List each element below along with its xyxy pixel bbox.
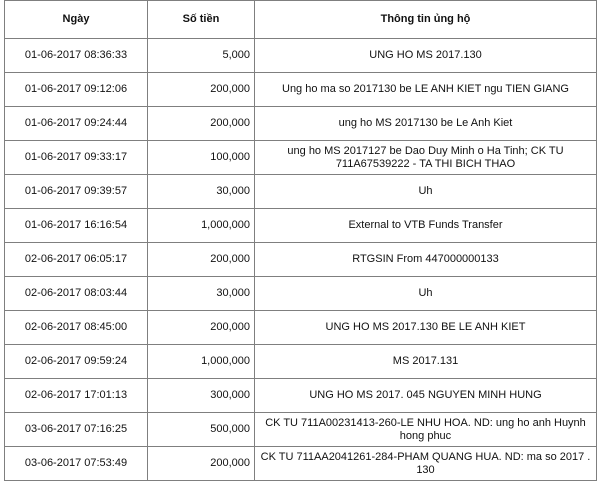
cell-info: Uh [255, 175, 597, 209]
cell-amount: 500,000 [148, 413, 255, 447]
cell-info: UNG HO MS 2017. 045 NGUYEN MINH HUNG [255, 379, 597, 413]
cell-info: ung ho MS 2017130 be Le Anh Kiet [255, 107, 597, 141]
cell-info: Ung ho ma so 2017130 be LE ANH KIET ngu TIEN GIANG [255, 73, 597, 107]
table-row [5, 209, 597, 243]
column-header-date: Ngày [5, 1, 148, 39]
cell-amount: 200,000 [148, 73, 255, 107]
cell-date: 02-06-2017 17:01:13 [5, 379, 148, 413]
cell-amount: 300,000 [148, 379, 255, 413]
table-row [5, 107, 597, 141]
table-row [5, 277, 597, 311]
cell-date: 02-06-2017 09:59:24 [5, 345, 148, 379]
cell-info: CK TU 711AA2041261-284-PHAM QUANG HUA. ND: ma so 2017 . 130 [255, 447, 597, 481]
table-row [5, 379, 597, 413]
cell-info: CK TU 711A00231413-260-LE NHU HOA. ND: ung ho anh Huynh hong phuc [255, 413, 597, 447]
cell-amount: 30,000 [148, 175, 255, 209]
table-row [5, 413, 597, 447]
cell-date: 03-06-2017 07:16:25 [5, 413, 148, 447]
cell-amount: 200,000 [148, 107, 255, 141]
table-row [5, 345, 597, 379]
table-row [5, 73, 597, 107]
cell-date: 01-06-2017 09:24:44 [5, 107, 148, 141]
cell-date: 02-06-2017 06:05:17 [5, 243, 148, 277]
cell-info: UNG HO MS 2017.130 [255, 39, 597, 73]
table-row [5, 311, 597, 345]
cell-info: External to VTB Funds Transfer [255, 209, 597, 243]
table-header [5, 1, 597, 39]
cell-date: 01-06-2017 09:33:17 [5, 141, 148, 175]
cell-date: 03-06-2017 07:53:49 [5, 447, 148, 481]
cell-amount: 5,000 [148, 39, 255, 73]
cell-info: RTGSIN From 447000000133 [255, 243, 597, 277]
cell-amount: 200,000 [148, 447, 255, 481]
cell-amount: 1,000,000 [148, 209, 255, 243]
cell-amount: 200,000 [148, 243, 255, 277]
column-header-info: Thông tin ủng hộ [255, 1, 597, 39]
cell-amount: 1,000,000 [148, 345, 255, 379]
column-header-amount: Số tiền [148, 1, 255, 39]
cell-date: 01-06-2017 08:36:33 [5, 39, 148, 73]
cell-info: MS 2017.131 [255, 345, 597, 379]
cell-date: 02-06-2017 08:03:44 [5, 277, 148, 311]
table-body [5, 39, 597, 481]
table-row [5, 175, 597, 209]
cell-date: 01-06-2017 09:12:06 [5, 73, 148, 107]
cell-info: ung ho MS 2017127 be Dao Duy Minh o Ha Tinh; CK TU 711A67539222 - TA THI BICH THAO [255, 141, 597, 175]
cell-date: 01-06-2017 16:16:54 [5, 209, 148, 243]
donation-table [4, 0, 597, 481]
cell-date: 02-06-2017 08:45:00 [5, 311, 148, 345]
cell-info: UNG HO MS 2017.130 BE LE ANH KIET [255, 311, 597, 345]
cell-info: Uh [255, 277, 597, 311]
table-row [5, 243, 597, 277]
cell-amount: 100,000 [148, 141, 255, 175]
table-row [5, 39, 597, 73]
cell-amount: 200,000 [148, 311, 255, 345]
header-row [5, 1, 597, 39]
table-row [5, 141, 597, 175]
cell-date: 01-06-2017 09:39:57 [5, 175, 148, 209]
cell-amount: 30,000 [148, 277, 255, 311]
table-row [5, 447, 597, 481]
